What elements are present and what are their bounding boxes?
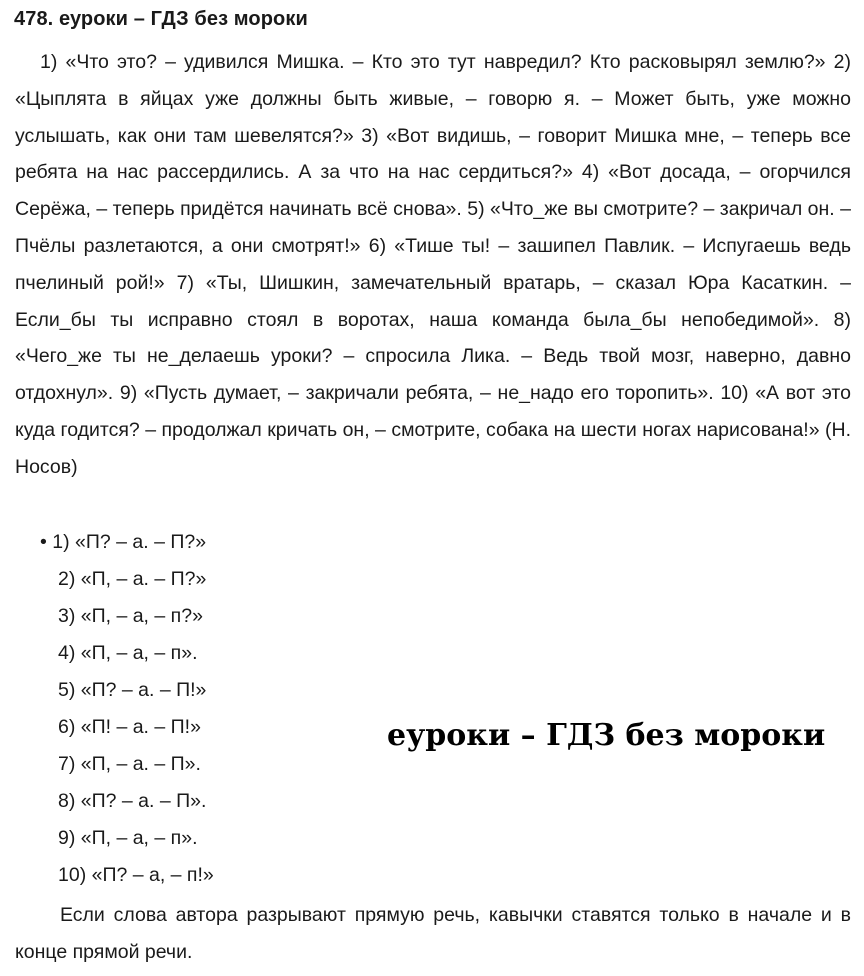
exercise-heading: 478. еуроки – ГДЗ без мороки [14,8,308,30]
main-text: 1) «Что это? – удивился Мишка. – Кто это тут навредил? Кто расковырял землю?» 2) «Цыплята в яйцах уже должны быть живые, – говорю я. – Может быть, уже можно услышать, как они там шевелятся?» 3) «Вот видишь, – говорит Мишка мне, – теперь все ребята на нас рассердились. А за что на нас сердиться?» 4) «Вот досада, – огорчился Серёжа, – теперь придётся начинать всё снова». 5) «Что_же вы смотрите? – закричал он. – Пчёлы разлетаются, а они смотрят!» 6) «Тише ты! – зашипел Павлик. – Испугаешь ведь пчелиный рой!» 7) «Ты, Шишкин, замечательный вратарь, – сказал Юра Касаткин. – Если_бы ты исправно стоял в воротах, наша команда была_бы непобедимой». 8) «Чего_же ты не_делаешь уроки? – спросила Лика. – Ведь твой мозг, наверно, давно отдохнул». 9) «Пусть думает, – закричали ребята, – не_надо его торопить». 10) «А вот это куда годится? – продолжал кричать он, – смотрите, собака на шести ногах нарисована!» (Н. Носов) [15,51,851,478]
exercise-text [15,44,851,486]
scheme-2: 2) «П, – а. – П?» [58,568,207,590]
scheme-7: 7) «П, – а. – П». [58,753,201,775]
scheme-4: 4) «П, – а, – п». [58,642,198,664]
watermark: еуроки – ГДЗ без мороки [387,718,826,753]
scheme-6: 6) «П! – а. – П!» [58,716,201,738]
scheme-8: 8) «П? – а. – П». [58,790,207,812]
scheme-10: 10) «П? – а, – п!» [58,864,214,886]
scheme-9: 9) «П, – а, – п». [58,827,198,849]
scheme-5: 5) «П? – а. – П!» [58,679,207,701]
scheme-1: • 1) «П? – а. – П?» [40,531,207,553]
scheme-3: 3) «П, – а, – п?» [58,605,203,627]
rule-text: Если слова автора разрывают прямую речь, кавычки ставятся только в начале и в конце прямой речи. [15,904,851,963]
